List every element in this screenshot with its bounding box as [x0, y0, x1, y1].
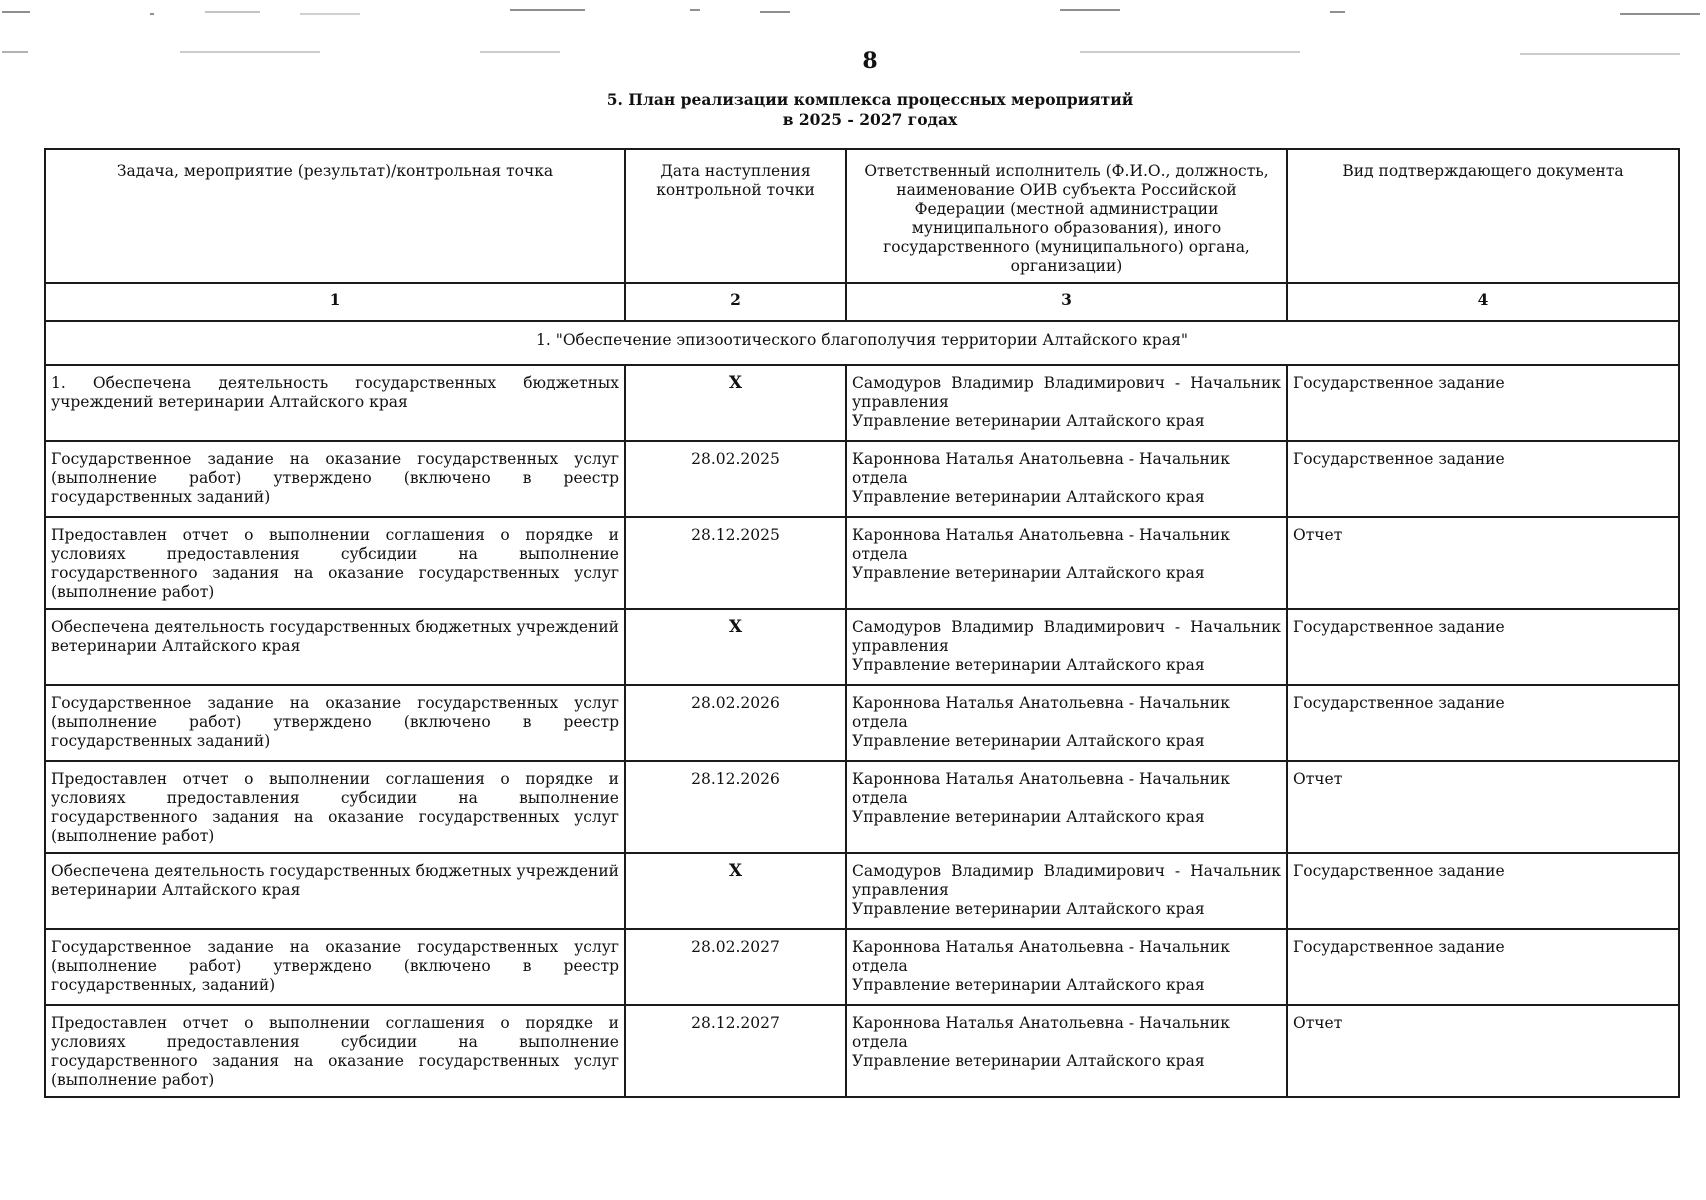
task-cell: Обеспечена деятельность государственных бюджетных учреждений ветеринарии Алтайского края — [45, 609, 625, 685]
header-row — [45, 149, 1679, 283]
task-cell: Государственное задание на оказание государственных услуг (выполнение работ) утверждено (включено в реестр государственных заданий) — [45, 685, 625, 761]
task-cell: Государственное задание на оказание государственных услуг (выполнение работ) утверждено (включено в реестр государственных заданий) — [45, 441, 625, 517]
responsible-person: Самодуров Владимир Владимирович - Начальник управления — [852, 374, 1281, 411]
responsible-person: Кароннова Наталья Анатольевна - Начальник отдела — [852, 526, 1230, 563]
responsible-cell — [846, 761, 1287, 853]
column-number: 4 — [1287, 283, 1679, 321]
date-cell: 28.12.2026 — [625, 761, 846, 853]
responsible-cell — [846, 441, 1287, 517]
responsible-cell — [846, 685, 1287, 761]
header-document: Вид подтверждающего документа — [1287, 149, 1679, 283]
table-row — [45, 853, 1679, 929]
responsible-cell — [846, 1005, 1287, 1097]
responsible-organization: Управление ветеринарии Алтайского края — [852, 976, 1205, 994]
table-row — [45, 1005, 1679, 1097]
document-type-cell: Отчет — [1287, 517, 1679, 609]
responsible-cell — [846, 517, 1287, 609]
column-number: 3 — [846, 283, 1287, 321]
date-cell: Х — [625, 609, 846, 685]
responsible-organization: Управление ветеринарии Алтайского края — [852, 564, 1205, 582]
table-row — [45, 365, 1679, 441]
document-type-cell: Государственное задание — [1287, 685, 1679, 761]
responsible-organization: Управление ветеринарии Алтайского края — [852, 900, 1205, 918]
table-row — [45, 761, 1679, 853]
column-number: 2 — [625, 283, 846, 321]
responsible-person: Кароннова Наталья Анатольевна - Начальник отдела — [852, 1014, 1230, 1051]
document-title — [0, 90, 1706, 130]
responsible-person: Самодуров Владимир Владимирович - Начальник управления — [852, 862, 1281, 899]
table-row — [45, 685, 1679, 761]
date-cell: Х — [625, 365, 846, 441]
task-cell: Государственное задание на оказание государственных услуг (выполнение работ) утверждено (включено в реестр государственных, заданий) — [45, 929, 625, 1005]
responsible-cell — [846, 929, 1287, 1005]
header-date: Дата наступления контрольной точки — [625, 149, 846, 283]
responsible-organization: Управление ветеринарии Алтайского края — [852, 1052, 1205, 1070]
page-number: 8 — [862, 48, 878, 74]
table-row — [45, 609, 1679, 685]
document-type-cell: Государственное задание — [1287, 929, 1679, 1005]
responsible-cell — [846, 365, 1287, 441]
section-row — [45, 321, 1679, 365]
responsible-organization: Управление ветеринарии Алтайского края — [852, 656, 1205, 674]
responsible-cell — [846, 609, 1287, 685]
date-cell: 28.12.2025 — [625, 517, 846, 609]
date-cell: 28.02.2026 — [625, 685, 846, 761]
plan-table — [44, 148, 1680, 1098]
document-type-cell: Государственное задание — [1287, 365, 1679, 441]
date-cell: Х — [625, 853, 846, 929]
document-type-cell: Отчет — [1287, 761, 1679, 853]
document-type-cell: Отчет — [1287, 1005, 1679, 1097]
header-responsible: Ответственный исполнитель (Ф.И.О., должность, наименование ОИВ субъекта Российской Федерации (местной администрации муниципального образования), иного государственного (муниципального) органа, организации) — [846, 149, 1287, 283]
responsible-person: Кароннова Наталья Анатольевна - Начальник отдела — [852, 450, 1230, 487]
responsible-person: Кароннова Наталья Анатольевна - Начальник отдела — [852, 770, 1230, 807]
document-type-cell: Государственное задание — [1287, 609, 1679, 685]
table-row — [45, 441, 1679, 517]
responsible-organization: Управление ветеринарии Алтайского края — [852, 488, 1205, 506]
responsible-person: Кароннова Наталья Анатольевна - Начальник отдела — [852, 938, 1230, 975]
title-line-2: в 2025 - 2027 годах — [782, 110, 958, 129]
section-title: 1. "Обеспечение эпизоотического благополучия территории Алтайского края" — [45, 321, 1679, 365]
task-cell: 1. Обеспечена деятельность государственных бюджетных учреждений ветеринарии Алтайского края — [45, 365, 625, 441]
title-line-1: 5. План реализации комплекса процессных мероприятий — [606, 90, 1134, 109]
responsible-organization: Управление ветеринарии Алтайского края — [852, 412, 1205, 430]
date-cell: 28.12.2027 — [625, 1005, 846, 1097]
task-cell: Предоставлен отчет о выполнении соглашения о порядке и условиях предоставления субсидии на выполнение государственного задания на оказание государственных услуг (выполнение работ) — [45, 517, 625, 609]
table-row — [45, 517, 1679, 609]
date-cell: 28.02.2025 — [625, 441, 846, 517]
responsible-person: Кароннова Наталья Анатольевна - Начальник отдела — [852, 694, 1230, 731]
column-number: 1 — [45, 283, 625, 321]
date-cell: 28.02.2027 — [625, 929, 846, 1005]
responsible-person: Самодуров Владимир Владимирович - Начальник управления — [852, 618, 1281, 655]
responsible-organization: Управление ветеринарии Алтайского края — [852, 808, 1205, 826]
table-row — [45, 929, 1679, 1005]
task-cell: Обеспечена деятельность государственных бюджетных учреждений ветеринарии Алтайского края — [45, 853, 625, 929]
document-type-cell: Государственное задание — [1287, 441, 1679, 517]
responsible-cell — [846, 853, 1287, 929]
task-cell: Предоставлен отчет о выполнении соглашения о порядке и условиях предоставления субсидии на выполнение государственного задания на оказание государственных услуг (выполнение работ) — [45, 761, 625, 853]
column-number-row — [45, 283, 1679, 321]
task-cell: Предоставлен отчет о выполнении соглашения о порядке и условиях предоставления субсидии на выполнение государственного задания на оказание государственных услуг (выполнение работ) — [45, 1005, 625, 1097]
responsible-organization: Управление ветеринарии Алтайского края — [852, 732, 1205, 750]
header-task: Задача, мероприятие (результат)/контрольная точка — [45, 149, 625, 283]
document-type-cell: Государственное задание — [1287, 853, 1679, 929]
